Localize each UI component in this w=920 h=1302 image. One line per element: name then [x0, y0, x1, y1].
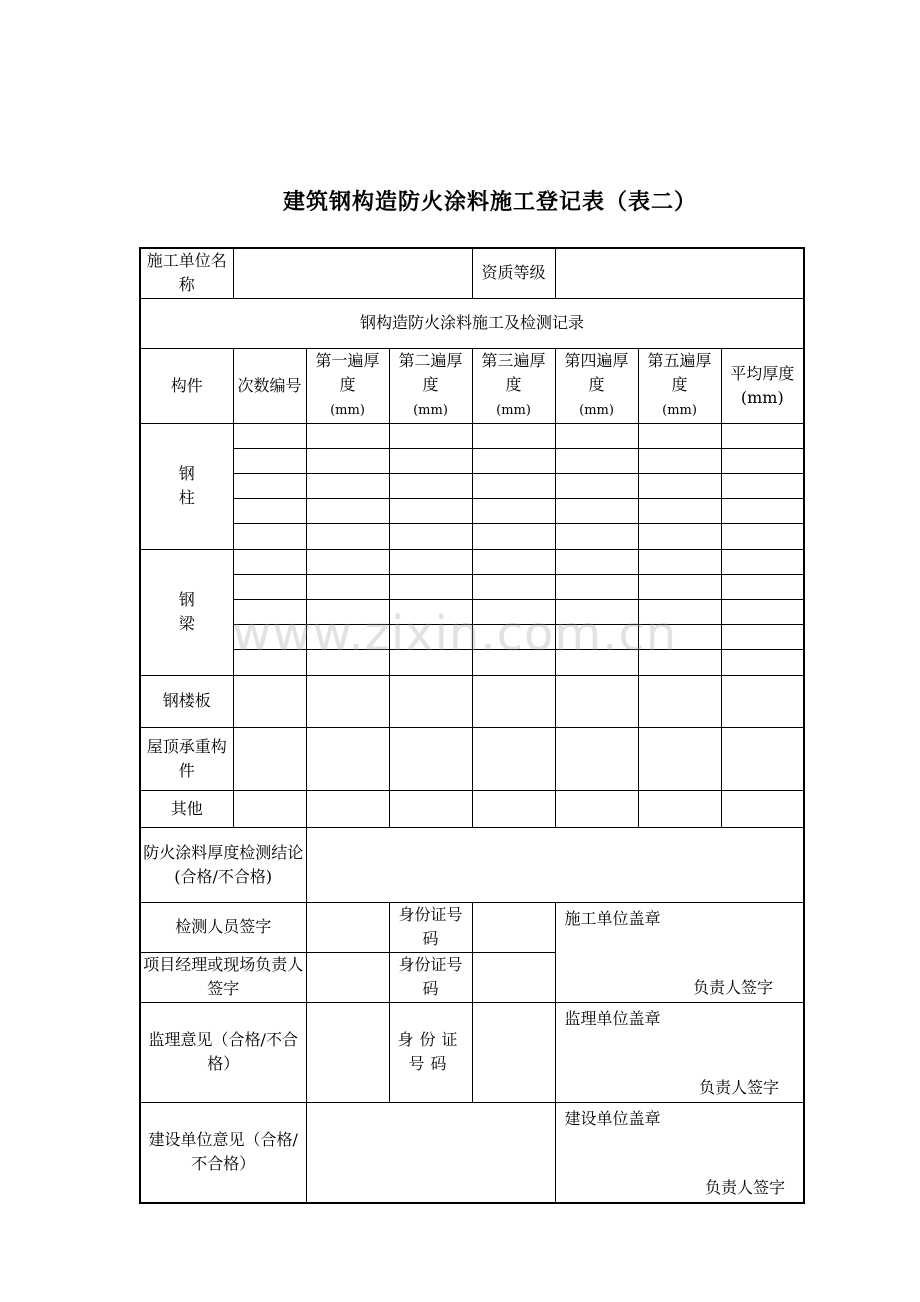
- data-cell[interactable]: [306, 649, 389, 675]
- pm-id-field[interactable]: [472, 952, 555, 1002]
- col-t1: [306, 348, 389, 423]
- data-cell[interactable]: [389, 727, 472, 790]
- data-cell[interactable]: [233, 423, 306, 448]
- steel-beam-char1: 钢: [178, 590, 195, 609]
- inspector-sign-field[interactable]: [306, 902, 389, 952]
- data-cell[interactable]: [638, 790, 721, 827]
- construction-seal-label: 施工单位盖章: [564, 908, 661, 928]
- data-cell[interactable]: [389, 549, 472, 574]
- data-cell[interactable]: [721, 727, 804, 790]
- data-cell[interactable]: [555, 423, 638, 448]
- supervision-seal-label: 监理单位盖章: [564, 1008, 661, 1028]
- data-cell[interactable]: [472, 549, 555, 574]
- data-cell[interactable]: [233, 574, 306, 599]
- inspector-id-field[interactable]: [472, 902, 555, 952]
- data-cell[interactable]: [233, 675, 306, 727]
- col-t2: [389, 348, 472, 423]
- data-cell[interactable]: [721, 448, 804, 473]
- data-cell[interactable]: [638, 727, 721, 790]
- supervision-id-field[interactable]: [472, 1002, 555, 1102]
- data-cell[interactable]: [638, 675, 721, 727]
- watermark: www.zixin.com.cn: [232, 606, 678, 662]
- data-cell[interactable]: [721, 549, 804, 574]
- data-cell[interactable]: [389, 649, 472, 675]
- page-title: 建筑钢构造防火涂料施工登记表（表二）: [282, 189, 697, 215]
- data-cell[interactable]: [472, 727, 555, 790]
- data-cell[interactable]: [389, 790, 472, 827]
- supervision-id-label: 身份证号码: [389, 1002, 472, 1102]
- registration-form: [139, 247, 805, 1204]
- col-t2-unit: (mm): [413, 402, 448, 418]
- data-cell[interactable]: [233, 649, 306, 675]
- data-cell[interactable]: [306, 549, 389, 574]
- data-cell[interactable]: [555, 498, 638, 523]
- section-title: 钢构造防火涂料施工及检测记录: [140, 298, 804, 348]
- data-cell[interactable]: [472, 790, 555, 827]
- supervision-label: 监理意见（合格/不合格）: [140, 1002, 306, 1102]
- data-cell[interactable]: [721, 574, 804, 599]
- data-cell[interactable]: [555, 649, 638, 675]
- pm-label: 项目经理或现场负责人签字: [140, 952, 306, 1002]
- data-cell[interactable]: [233, 599, 306, 624]
- data-cell[interactable]: [555, 523, 638, 549]
- data-cell[interactable]: [233, 624, 306, 649]
- data-cell[interactable]: [389, 523, 472, 549]
- data-cell[interactable]: [638, 523, 721, 549]
- data-cell[interactable]: [233, 523, 306, 549]
- data-cell[interactable]: [555, 599, 638, 624]
- steel-floor-label: 钢楼板: [140, 675, 233, 727]
- owner-seal-box[interactable]: [555, 1102, 804, 1203]
- pm-sign-field[interactable]: [306, 952, 389, 1002]
- data-cell[interactable]: [233, 549, 306, 574]
- construction-seal-box[interactable]: [555, 902, 804, 1002]
- col-t5-label: 第五遍厚度: [647, 350, 712, 394]
- col-t3-label: 第三遍厚度: [481, 350, 546, 394]
- col-component: 构件: [140, 348, 233, 423]
- data-cell[interactable]: [638, 473, 721, 498]
- data-cell[interactable]: [638, 574, 721, 599]
- data-cell[interactable]: [638, 649, 721, 675]
- col-t5: [638, 348, 721, 423]
- other-label: 其他: [140, 790, 233, 827]
- data-cell[interactable]: [233, 448, 306, 473]
- unit-name-label: 施工单位名称: [140, 248, 233, 298]
- col-t4: [555, 348, 638, 423]
- data-cell[interactable]: [555, 549, 638, 574]
- data-cell[interactable]: [389, 498, 472, 523]
- data-cell[interactable]: [306, 523, 389, 549]
- data-cell[interactable]: [638, 423, 721, 448]
- data-cell[interactable]: [472, 523, 555, 549]
- owner-responsible-sign: 负责人签字: [705, 1178, 786, 1197]
- inspector-id-label: 身份证号码: [389, 902, 472, 952]
- data-cell[interactable]: [233, 727, 306, 790]
- conclusion-field[interactable]: [306, 827, 804, 902]
- steel-column-label: [140, 423, 233, 549]
- supervision-opinion-field[interactable]: [306, 1002, 389, 1102]
- data-cell[interactable]: [638, 448, 721, 473]
- col-t3-unit: (mm): [496, 402, 531, 418]
- data-cell[interactable]: [306, 790, 389, 827]
- data-cell[interactable]: [555, 675, 638, 727]
- data-cell[interactable]: [472, 624, 555, 649]
- data-cell[interactable]: [472, 473, 555, 498]
- data-cell[interactable]: [306, 727, 389, 790]
- qualification-label: 资质等级: [472, 248, 555, 298]
- construction-responsible-sign: 负责人签字: [693, 977, 774, 997]
- data-cell[interactable]: [721, 649, 804, 675]
- col-avg: 平均厚度(mm): [721, 348, 804, 423]
- data-cell[interactable]: [638, 624, 721, 649]
- data-cell[interactable]: [472, 498, 555, 523]
- data-cell[interactable]: [306, 498, 389, 523]
- data-cell[interactable]: [721, 599, 804, 624]
- data-cell[interactable]: [638, 599, 721, 624]
- data-cell[interactable]: [555, 624, 638, 649]
- data-cell[interactable]: [472, 649, 555, 675]
- data-cell[interactable]: [555, 727, 638, 790]
- data-cell[interactable]: [638, 549, 721, 574]
- unit-name-field[interactable]: [233, 248, 472, 298]
- steel-beam-char2: 梁: [178, 614, 195, 633]
- data-cell[interactable]: [389, 448, 472, 473]
- data-cell[interactable]: [233, 473, 306, 498]
- owner-seal-label: 建设单位盖章: [564, 1108, 661, 1128]
- steel-column-char1: 钢: [178, 464, 195, 483]
- data-cell[interactable]: [233, 498, 306, 523]
- data-cell[interactable]: [721, 624, 804, 649]
- roof-bearing-label: 屋顶承重构件: [140, 727, 233, 790]
- col-t1-unit: (mm): [330, 402, 365, 418]
- data-cell[interactable]: [306, 423, 389, 448]
- data-cell[interactable]: [389, 599, 472, 624]
- data-cell[interactable]: [721, 675, 804, 727]
- data-cell[interactable]: [721, 523, 804, 549]
- data-cell[interactable]: [306, 675, 389, 727]
- owner-opinion-field[interactable]: [306, 1102, 555, 1203]
- data-cell[interactable]: [389, 624, 472, 649]
- col-t3: [472, 348, 555, 423]
- data-cell[interactable]: [555, 473, 638, 498]
- data-cell[interactable]: [555, 574, 638, 599]
- data-cell[interactable]: [721, 790, 804, 827]
- data-cell[interactable]: [306, 574, 389, 599]
- data-cell[interactable]: [472, 675, 555, 727]
- data-cell[interactable]: [472, 599, 555, 624]
- col-t2-label: 第二遍厚度: [398, 350, 463, 394]
- data-cell[interactable]: [472, 574, 555, 599]
- data-cell[interactable]: [389, 675, 472, 727]
- data-cell[interactable]: [555, 790, 638, 827]
- data-cell[interactable]: [306, 599, 389, 624]
- data-cell[interactable]: [389, 423, 472, 448]
- col-count: 次数编号: [233, 348, 306, 423]
- inspector-label: 检测人员签字: [140, 902, 306, 952]
- data-cell[interactable]: [472, 448, 555, 473]
- data-cell[interactable]: [306, 473, 389, 498]
- steel-column-char2: 柱: [178, 488, 195, 507]
- data-cell[interactable]: [555, 448, 638, 473]
- col-t1-label: 第一遍厚度: [315, 350, 380, 394]
- data-cell[interactable]: [721, 498, 804, 523]
- steel-beam-label: [140, 549, 233, 675]
- owner-label: 建设单位意见（合格/不合格）: [140, 1102, 306, 1203]
- col-t4-label: 第四遍厚度: [564, 350, 629, 394]
- data-cell[interactable]: [306, 624, 389, 649]
- conclusion-label: 防火涂料厚度检测结论(合格/不合格): [140, 827, 306, 902]
- data-cell[interactable]: [233, 790, 306, 827]
- data-cell[interactable]: [389, 473, 472, 498]
- qualification-field[interactable]: [555, 248, 804, 298]
- supervision-responsible-sign: 负责人签字: [699, 1077, 780, 1097]
- col-t5-unit: (mm): [662, 402, 697, 418]
- data-cell[interactable]: [472, 423, 555, 448]
- data-cell[interactable]: [721, 423, 804, 448]
- data-cell[interactable]: [721, 473, 804, 498]
- data-cell[interactable]: [306, 448, 389, 473]
- col-t4-unit: (mm): [579, 402, 614, 418]
- pm-id-label: 身份证号码: [389, 952, 472, 1002]
- supervision-seal-box[interactable]: [555, 1002, 804, 1102]
- data-cell[interactable]: [389, 574, 472, 599]
- data-cell[interactable]: [638, 498, 721, 523]
